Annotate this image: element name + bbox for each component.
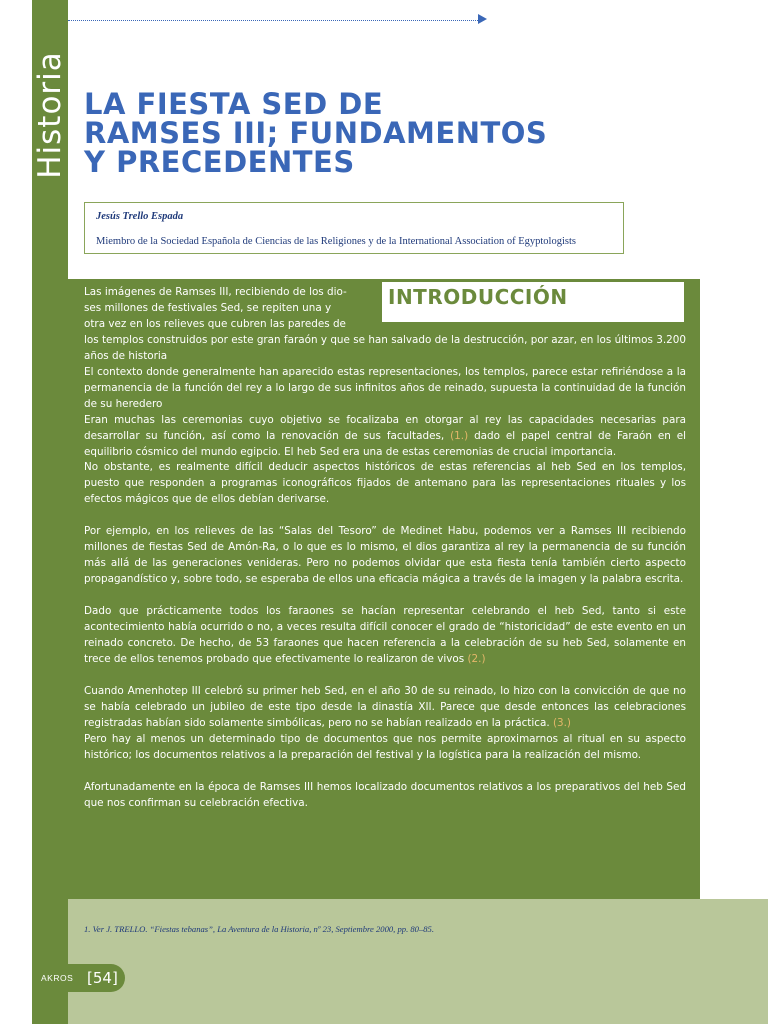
article-body — [84, 285, 686, 812]
section-label-text: Historia — [32, 51, 68, 179]
footnote-ref[interactable]: (1.) — [450, 429, 469, 442]
footnote: 1. Ver J. TRELLO. “Fiestas tebanas”, La Aventura de la Historia, nº 23, Septiembre 2000, pp. 80–85. — [84, 924, 434, 934]
body-paragraph: No obstante, es realmente difícil deducir aspectos históricos de estas referencias al heb Sed en los templos, puesto que responden a programas iconográficos fijados de antemano para las representaciones rituales y los efectos mágicos que de ellos debían derivarse. — [84, 461, 686, 506]
body-narrow-line: otra vez en los relieves que cubren las paredes de — [84, 317, 346, 330]
arrow-right-icon — [478, 14, 487, 24]
magazine-name: AKROS — [41, 973, 74, 983]
body-paragraph — [84, 413, 686, 461]
body-paragraph: Por ejemplo, en los relieves de las “Salas del Tesoro” de Medinet Habu, podemos ver a Ramses III recibiendo millones de fiestas Sed de Amón-Ra, o lo que es lo mismo, el dios garantiza al rey la permanencia de su función más allá de las generaciones venideras. Pero no podemos olvidar que esta fiesta tenía también cierto aspecto propagandístico y, sobre todo, se esperaba de ellos una eficacia mágica a través de la imagen y la palabra escrita. — [84, 525, 686, 586]
body-narrow-line: ses millones de festivales Sed, se repiten una y — [84, 301, 332, 314]
body-text-run: Eran muchas las ceremonias cuyo objetivo se focalizaba en otorgar al rey las capacidades necesarias para desarrollar su función, así como la renovación de sus facultades, — [84, 413, 686, 442]
page-number-badge — [33, 964, 125, 992]
paragraph-gap — [84, 764, 686, 780]
title-line: Y PRECEDENTES — [84, 145, 355, 179]
article-title — [84, 87, 548, 179]
section-label — [32, 0, 68, 279]
author-name: Jesús Trello Espada — [96, 211, 184, 222]
body-text-run: Cuando Amenhotep III celebró su primer heb Sed, en el año 30 de su reinado, lo hizo con la convicción de que no se había celebrado un jubileo de este tipo desde la dinastía XII. Parece que desde entonces las celebraciones registradas habían sido solamente simbólicas, pero no se habían realizado en la práctica. — [84, 684, 686, 729]
paragraph-gap — [84, 668, 686, 684]
page-number: [54] — [87, 969, 118, 987]
body-text-run: dado el papel central de Faraón en el equilibrio cósmico del mundo egipcio. El heb Sed era una de estas ceremonias de crucial importancia. — [84, 429, 686, 458]
footnote-ref[interactable]: (3.) — [552, 716, 571, 729]
body-paragraph — [84, 684, 686, 732]
body-text-run: Dado que prácticamente todos los faraones se hacían representar celebrando el heb Sed, tanto si este acontecimiento había ocurrido o no, a veces resulta difícil conocer el grado de “historicidad” de este evento en un reinado concreto. De hecho, de 53 faraones que hacen referencia a la celebración de su heb Sed, solamente en trece de ellos tenemos probado que efectivamente lo realizaron de vivos — [84, 605, 686, 666]
body-paragraph: El contexto donde generalmente han aparecido estas representaciones, los templos, parece estar refiriéndose a la permanencia de la función del rey a lo largo de sus infinitos años de reinado, supuesta la continuidad de la función de su heredero — [84, 365, 686, 410]
paragraph-gap — [84, 588, 686, 604]
body-paragraph: Pero hay al menos un determinado tipo de documentos que nos permite aproximarnos al ritual en su aspecto histórico; los documentos relativos a la preparación del festival y la logística para la realización del mismo. — [84, 732, 686, 761]
author-affiliation: Miembro de la Sociedad Española de Ciencias de las Religiones y de la International Association of Egyptologists — [96, 236, 576, 247]
body-paragraph: Afortunadamente en la época de Ramses III hemos localizado documentos relativos a los preparativos del heb Sed que nos confirman su celebración efectiva. — [84, 780, 686, 809]
header-dotted-rule — [68, 20, 478, 21]
body-paragraph: los templos construidos por este gran faraón y que se han salvado de la destrucción, por azar, en los últimos 3.200 años de historia — [84, 333, 686, 362]
footnote-panel — [68, 899, 768, 1024]
left-green-strip — [32, 279, 68, 1024]
title-line: RAMSES III; FUNDAMENTOS — [84, 116, 548, 150]
body-narrow-line: Las imágenes de Ramses III, recibiendo de los dio- — [84, 286, 347, 298]
footnote-ref[interactable]: (2.) — [467, 653, 486, 666]
intro-heading: INTRODUCCIÓN — [388, 285, 568, 309]
body-paragraph — [84, 604, 686, 668]
title-line: LA FIESTA SED DE — [84, 87, 384, 121]
paragraph-gap — [84, 508, 686, 524]
author-box — [84, 202, 624, 254]
